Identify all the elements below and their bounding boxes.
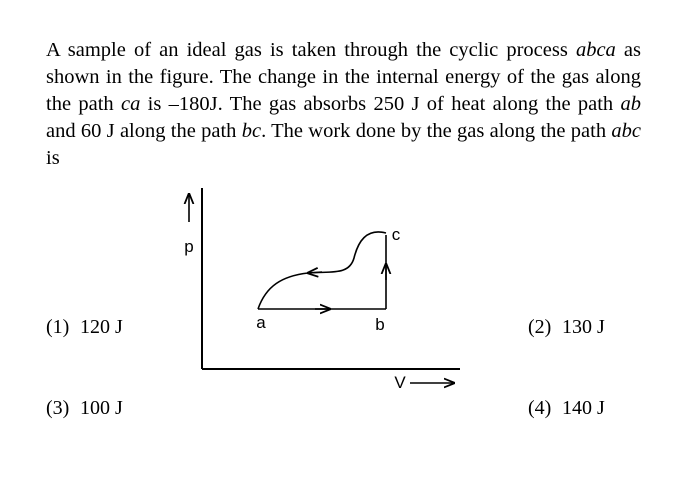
question-part-5: . The work done by the gas along the path <box>261 120 612 142</box>
pv-diagram <box>170 180 470 400</box>
option-1[interactable] <box>46 315 123 339</box>
option-2-text: 130 J <box>562 316 605 338</box>
question-part-3: is –180J. The gas absorbs 250 J of heat along the path <box>140 93 621 115</box>
option-4-text: 140 J <box>562 397 605 419</box>
process-name: abca <box>575 39 616 61</box>
point-b-label: b <box>375 315 385 334</box>
path-ca-curve <box>258 232 386 309</box>
option-4[interactable] <box>528 396 605 420</box>
question-part-6: is <box>46 147 60 169</box>
option-2[interactable] <box>528 315 605 339</box>
option-3-text: 100 J <box>80 397 123 419</box>
path-abc: abc <box>611 120 641 142</box>
question-text <box>46 37 641 172</box>
pv-diagram-svg <box>170 180 470 400</box>
path-ca-arrow <box>308 272 322 273</box>
point-c-label: c <box>391 225 401 244</box>
option-1-text: 120 J <box>80 316 123 338</box>
point-a-label: a <box>256 313 266 332</box>
path-ca: ca <box>120 93 141 115</box>
option-1-number: (1) <box>46 316 70 338</box>
question-part-1: A sample of an ideal gas is taken through the cyclic process <box>46 39 576 61</box>
y-axis-label: p <box>184 237 194 256</box>
option-3-number: (3) <box>46 397 70 419</box>
option-4-number: (4) <box>528 397 552 419</box>
option-3[interactable] <box>46 396 123 420</box>
path-bc: bc <box>241 120 262 142</box>
question-part-2: as shown in the figure. The change in the internal energy of the gas along the path <box>46 39 641 115</box>
question-part-4: and 60 J along the path <box>46 120 242 142</box>
path-ab: ab <box>620 93 641 115</box>
option-2-number: (2) <box>528 316 552 338</box>
x-axis-label: V <box>394 373 406 392</box>
